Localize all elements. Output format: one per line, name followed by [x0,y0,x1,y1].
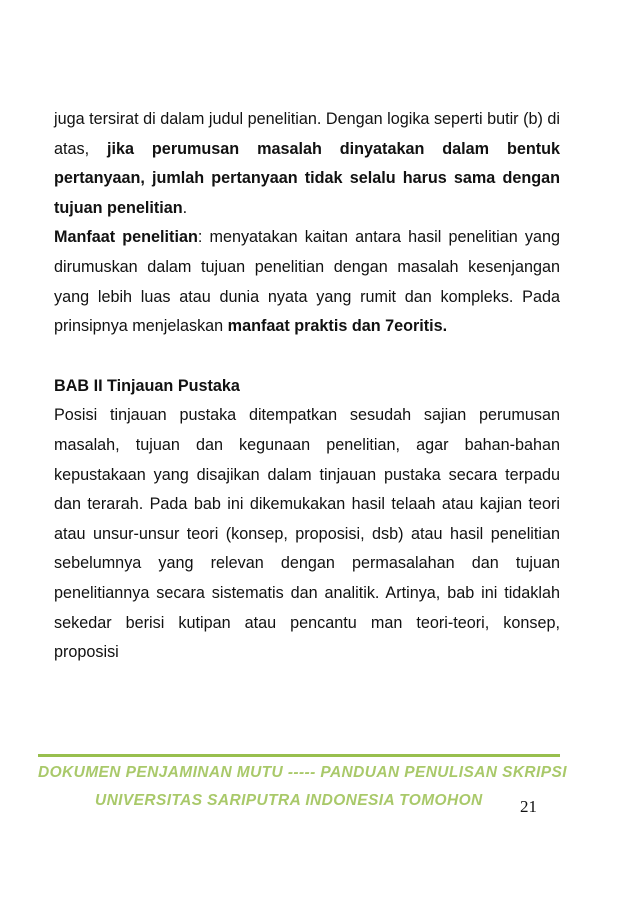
paragraph-2-text: : menyatakan kaitan antara hasil penelitian yang dirumuskan dalam tujuan penelitian dengan masalah kesenjangan yang lebih luas atau dunia nyata yang rumit dan kompleks. Pada prinsipnya menjelaskan [54,228,560,336]
paragraph-1-end: . [182,198,188,217]
footer-university-name: UNIVERSITAS SARIPUTRA INDONESIA TOMOHON [95,792,483,809]
paragraph-1-bold: jika perumusan masalah dinyatakan dalam bentuk pertanyaan, jumlah pertanyaan tidak selalu harus sama dengan tujuan penelitian [54,139,560,217]
paragraph-3: Posisi tinjauan pustaka ditempatkan sesudah sajian perumusan masalah, tujuan dan kegunaan penelitian, agar bahan-bahan kepustakaan yang disajikan dalam tinjauan pustaka secara terpadu dan terarah. Pada bab ini dikemukakan hasil telaah atau kajian teori atau unsur-unsur teori (konsep, proposisi, dsb) atau hasil penelitian sebelumnya yang relevan dengan permasalahan dan tujuan penelitiannya secara sistematis dan analitik. Artinya, bab ini tidaklah sekedar berisi kutipan atau pencantu man teori-teori, konsep, proposisi [54,406,560,662]
section-heading: BAB II Tinjauan Pustaka [54,376,240,395]
body-text [54,105,560,668]
paragraph-gap [54,342,560,372]
paragraph-1 [54,105,560,223]
footer-document-title: DOKUMEN PENJAMINAN MUTU ----- PANDUAN PENULISAN SKRIPSI [38,764,567,781]
paragraph-1-text: juga tersirat di dalam judul penelitian. Dengan logika seperti butir (b) di atas, [54,110,560,158]
footer-divider [38,754,560,757]
paragraph-2-term: Manfaat penelitian [54,228,198,247]
page-number: 21 [520,797,537,816]
paragraph-2 [54,223,560,341]
paragraph-2-bold: manfaat praktis dan 7eoritis. [227,317,448,336]
